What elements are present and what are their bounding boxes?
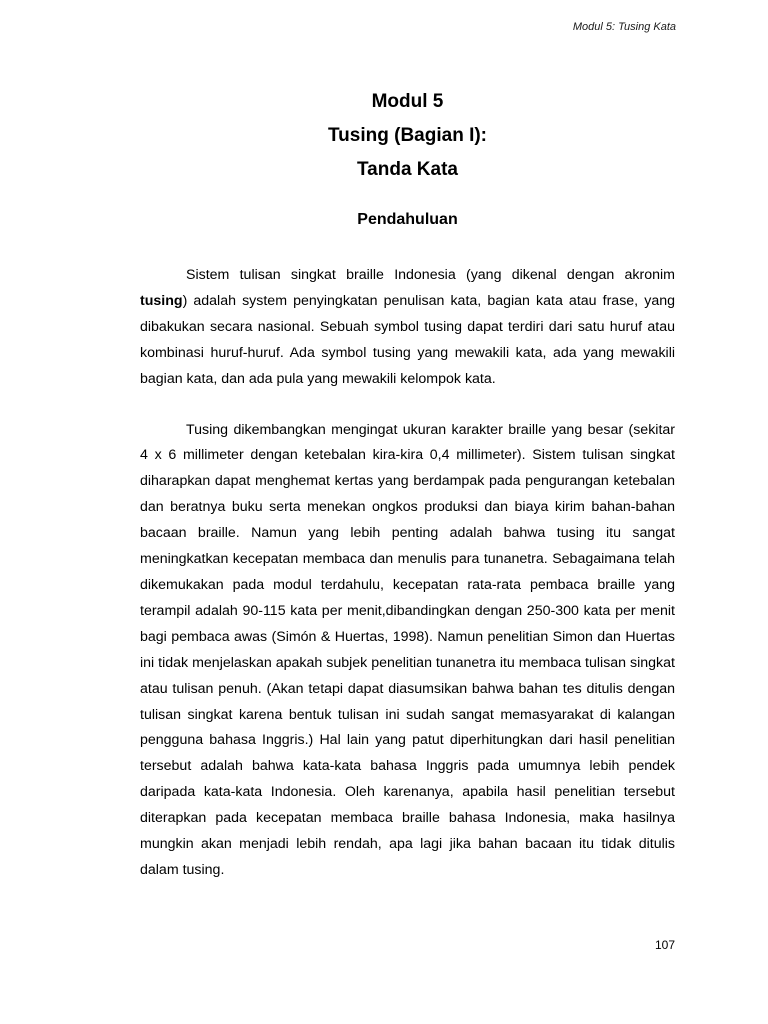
- term-tusing: tusing: [140, 292, 183, 309]
- title-line-topic: Tusing (Bagian I):: [327, 125, 488, 146]
- page-number: 107: [654, 938, 675, 952]
- paragraph-1: [140, 263, 675, 393]
- section-heading: Pendahuluan: [357, 211, 458, 228]
- paragraph-1-intro: Sistem tulisan singkat braille Indonesia (yang dikenal dengan akronim: [186, 267, 675, 283]
- module-title: [140, 85, 675, 187]
- body-text: [140, 263, 675, 884]
- running-header: Modul 5: Tusing Kata: [572, 21, 676, 33]
- title-line-module: Modul 5: [371, 91, 444, 112]
- title-line-subtopic: Tanda Kata: [356, 159, 458, 180]
- paragraph-2: Tusing dikembangkan mengingat ukuran karakter braille yang besar (sekitar 4 x 6 millimeter dengan ketebalan kira-kira 0,4 millimeter). Sistem tulisan singkat diharapkan dapat menghemat kertas yang berdampak pada pengurangan ketebalan dan beratnya buku serta menekan ongkos produksi dan biaya kirim bahan-bahan bacaan braille. Namun yang lebih penting adalah bahwa tusing itu sangat meningkatkan kecepatan membaca dan menulis para tunanetra. Sebagaimana telah dikemukakan pada modul terdahulu, kecepatan rata-rata pembaca braille yang terampil adalah 90-115 kata per menit,dibandingkan dengan 250-300 kata per menit bagi pembaca awas (Simón & Huertas, 1998). Namun penelitian Simon dan Huertas ini tidak menjelaskan apakah subjek penelitian tunanetra itu membaca tulisan singkat atau tulisan penuh. (Akan tetapi dapat diasumsikan bahwa bahan tes ditulis dengan tulisan singkat karena bentuk tulisan ini sudah sangat memasyarakat di kalangan pengguna bahasa Inggris.) Hal lain yang patut diperhitungkan dari hasil penelitian tersebut adalah bahwa kata-kata bahasa Inggris pada umumnya lebih pendek daripada kata-kata Indonesia. Oleh karenanya, apabila hasil penelitian tersebut diterapkan pada kecepatan membaca braille bahasa Indonesia, maka hasilnya mungkin akan menjadi lebih rendah, apa lagi jika bahan bacaan itu tidak ditulis dalam tusing.: [140, 421, 675, 878]
- paragraph-1-rest: ) adalah system penyingkatan penulisan kata, bagian kata atau frase, yang dibakukan secara nasional. Sebuah symbol tusing dapat terdiri dari satu huruf atau kombinasi huruf-huruf. Ada symbol tusing yang mewakili kata, ada yang mewakili bagian kata, dan ada pula yang mewakili kelompok kata.: [140, 292, 675, 387]
